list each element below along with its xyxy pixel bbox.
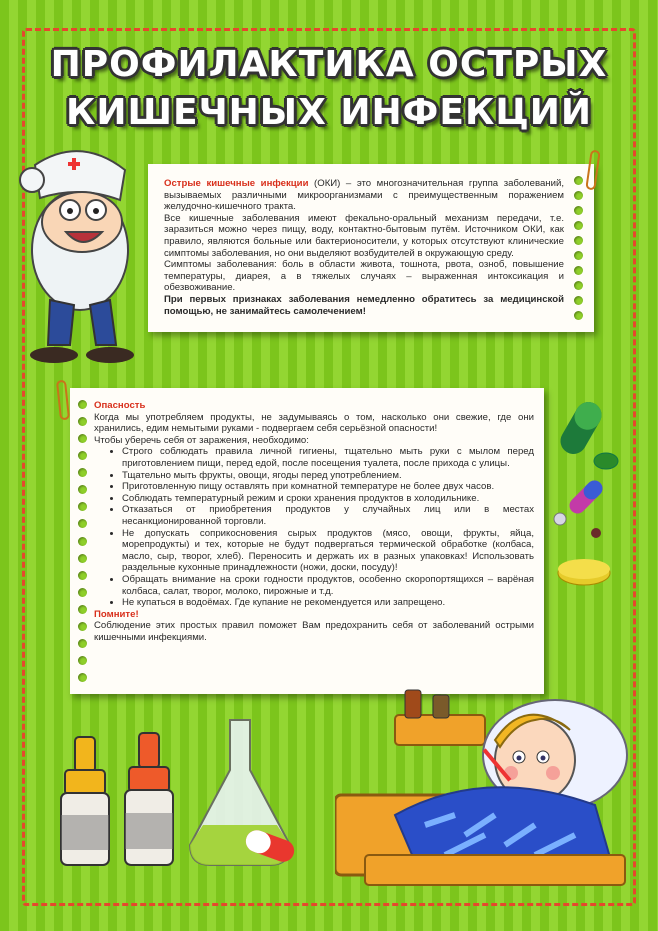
rule-item: • Не допускать соприкосновения сырых продуктов (мясо, овощи, фрукты, яйца, морепродукты) и тех, которые не будут подвергаться термической обработке (колбаса, масло, сыр, творог, хлеб). Переносить и держать их в разных упаковках! Использовать раздельные кухонные принадлежности (ножи, доски, посуду)! (122, 528, 534, 574)
rule-item: • Тщательно мыть фрукты, овощи, ягоды перед употреблением. (122, 470, 534, 482)
medical-warning: При первых признаках заболевания немедленно обратитесь за медицинской помощью, не занимайтесь самолечением! (164, 293, 564, 317)
oki-definition (164, 178, 564, 213)
card-binder-holes (574, 176, 584, 320)
prevention-card (70, 388, 544, 694)
remember-text: Соблюдение этих простых правил поможет Вам предохранить себя от заболеваний острыми кишечными инфекциями. (94, 620, 534, 643)
rule-item: • Соблюдать температурный режим и сроки хранения продуктов в холодильнике. (122, 493, 534, 505)
pills-illustration (548, 395, 648, 595)
remember-heading: Помните! (94, 608, 139, 620)
poster-title-line2: КИШЕЧНЫХ ИНФЕКЦИЙ (65, 92, 593, 133)
doctor-illustration (10, 140, 160, 375)
rule-item: • Отказаться от приобретения продуктов у случайных лиц или в местах несанкционированной торговли. (122, 504, 534, 527)
rule-item: • Приготовленную пищу оставлять при комнатной температуре не более двух часов. (122, 481, 534, 493)
oki-definition-text: (ОКИ) – это многозначительная группа заболеваний, вызываемых различными микроорганизмами с преимущественным поражением желудочно-кишечного тракта. (164, 178, 564, 213)
medicine-bottles-illustration (55, 715, 340, 900)
oki-term: Острые кишечные инфекции (164, 178, 309, 189)
symptoms-paragraph: Симптомы заболевания: боль в области живота, тошнота, рвота, озноб, повышение температуры, диарея, а в тяжелых случаях – выраженная интоксикация и обезвоживание. (164, 259, 564, 294)
card-binder-holes (78, 400, 88, 682)
danger-heading: Опасность (94, 400, 146, 411)
prevention-rules-list (122, 446, 534, 608)
transmission-paragraph: Все кишечные заболевания имеют фекально-оральный механизм передачи, т.е. заразиться можно через пищу, воду, контактно-бытовым путём. Источником ОКИ, как правило, являются больные или бактерионосители, у которых отсутствуют клинические симптомы заболевания, но они выделяют возбудителей в окружающую среду. (164, 212, 564, 259)
rule-item: • Не купаться в водоёмах. Где купание не рекомендуется или запрещено. (122, 597, 534, 609)
prevention-intro: Чтобы уберечь себя от заражения, необходимо: (94, 434, 309, 446)
info-card-oki (148, 164, 594, 332)
danger-text: Когда мы употребляем продукты, не задумываясь о том, насколько они свежие, где они хранились, едим немытыми руками - подвергаем себя серьёзной опасности! (94, 411, 534, 435)
rule-item: • Строго соблюдать правила личной гигиены, тщательно мыть руки с мылом перед приготовлением пищи, перед едой, после посещения туалета, после прихода с улицы. (122, 446, 534, 469)
poster-title-line1: ПРОФИЛАКТИКА ОСТРЫХ (50, 44, 608, 85)
sick-child-illustration (335, 685, 635, 905)
rule-item: • Обращать внимание на сроки годности продуктов, особенно скоропортящихся – варёная колбаса, салат, творог, молоко, пирожные и т.д. (122, 574, 534, 597)
